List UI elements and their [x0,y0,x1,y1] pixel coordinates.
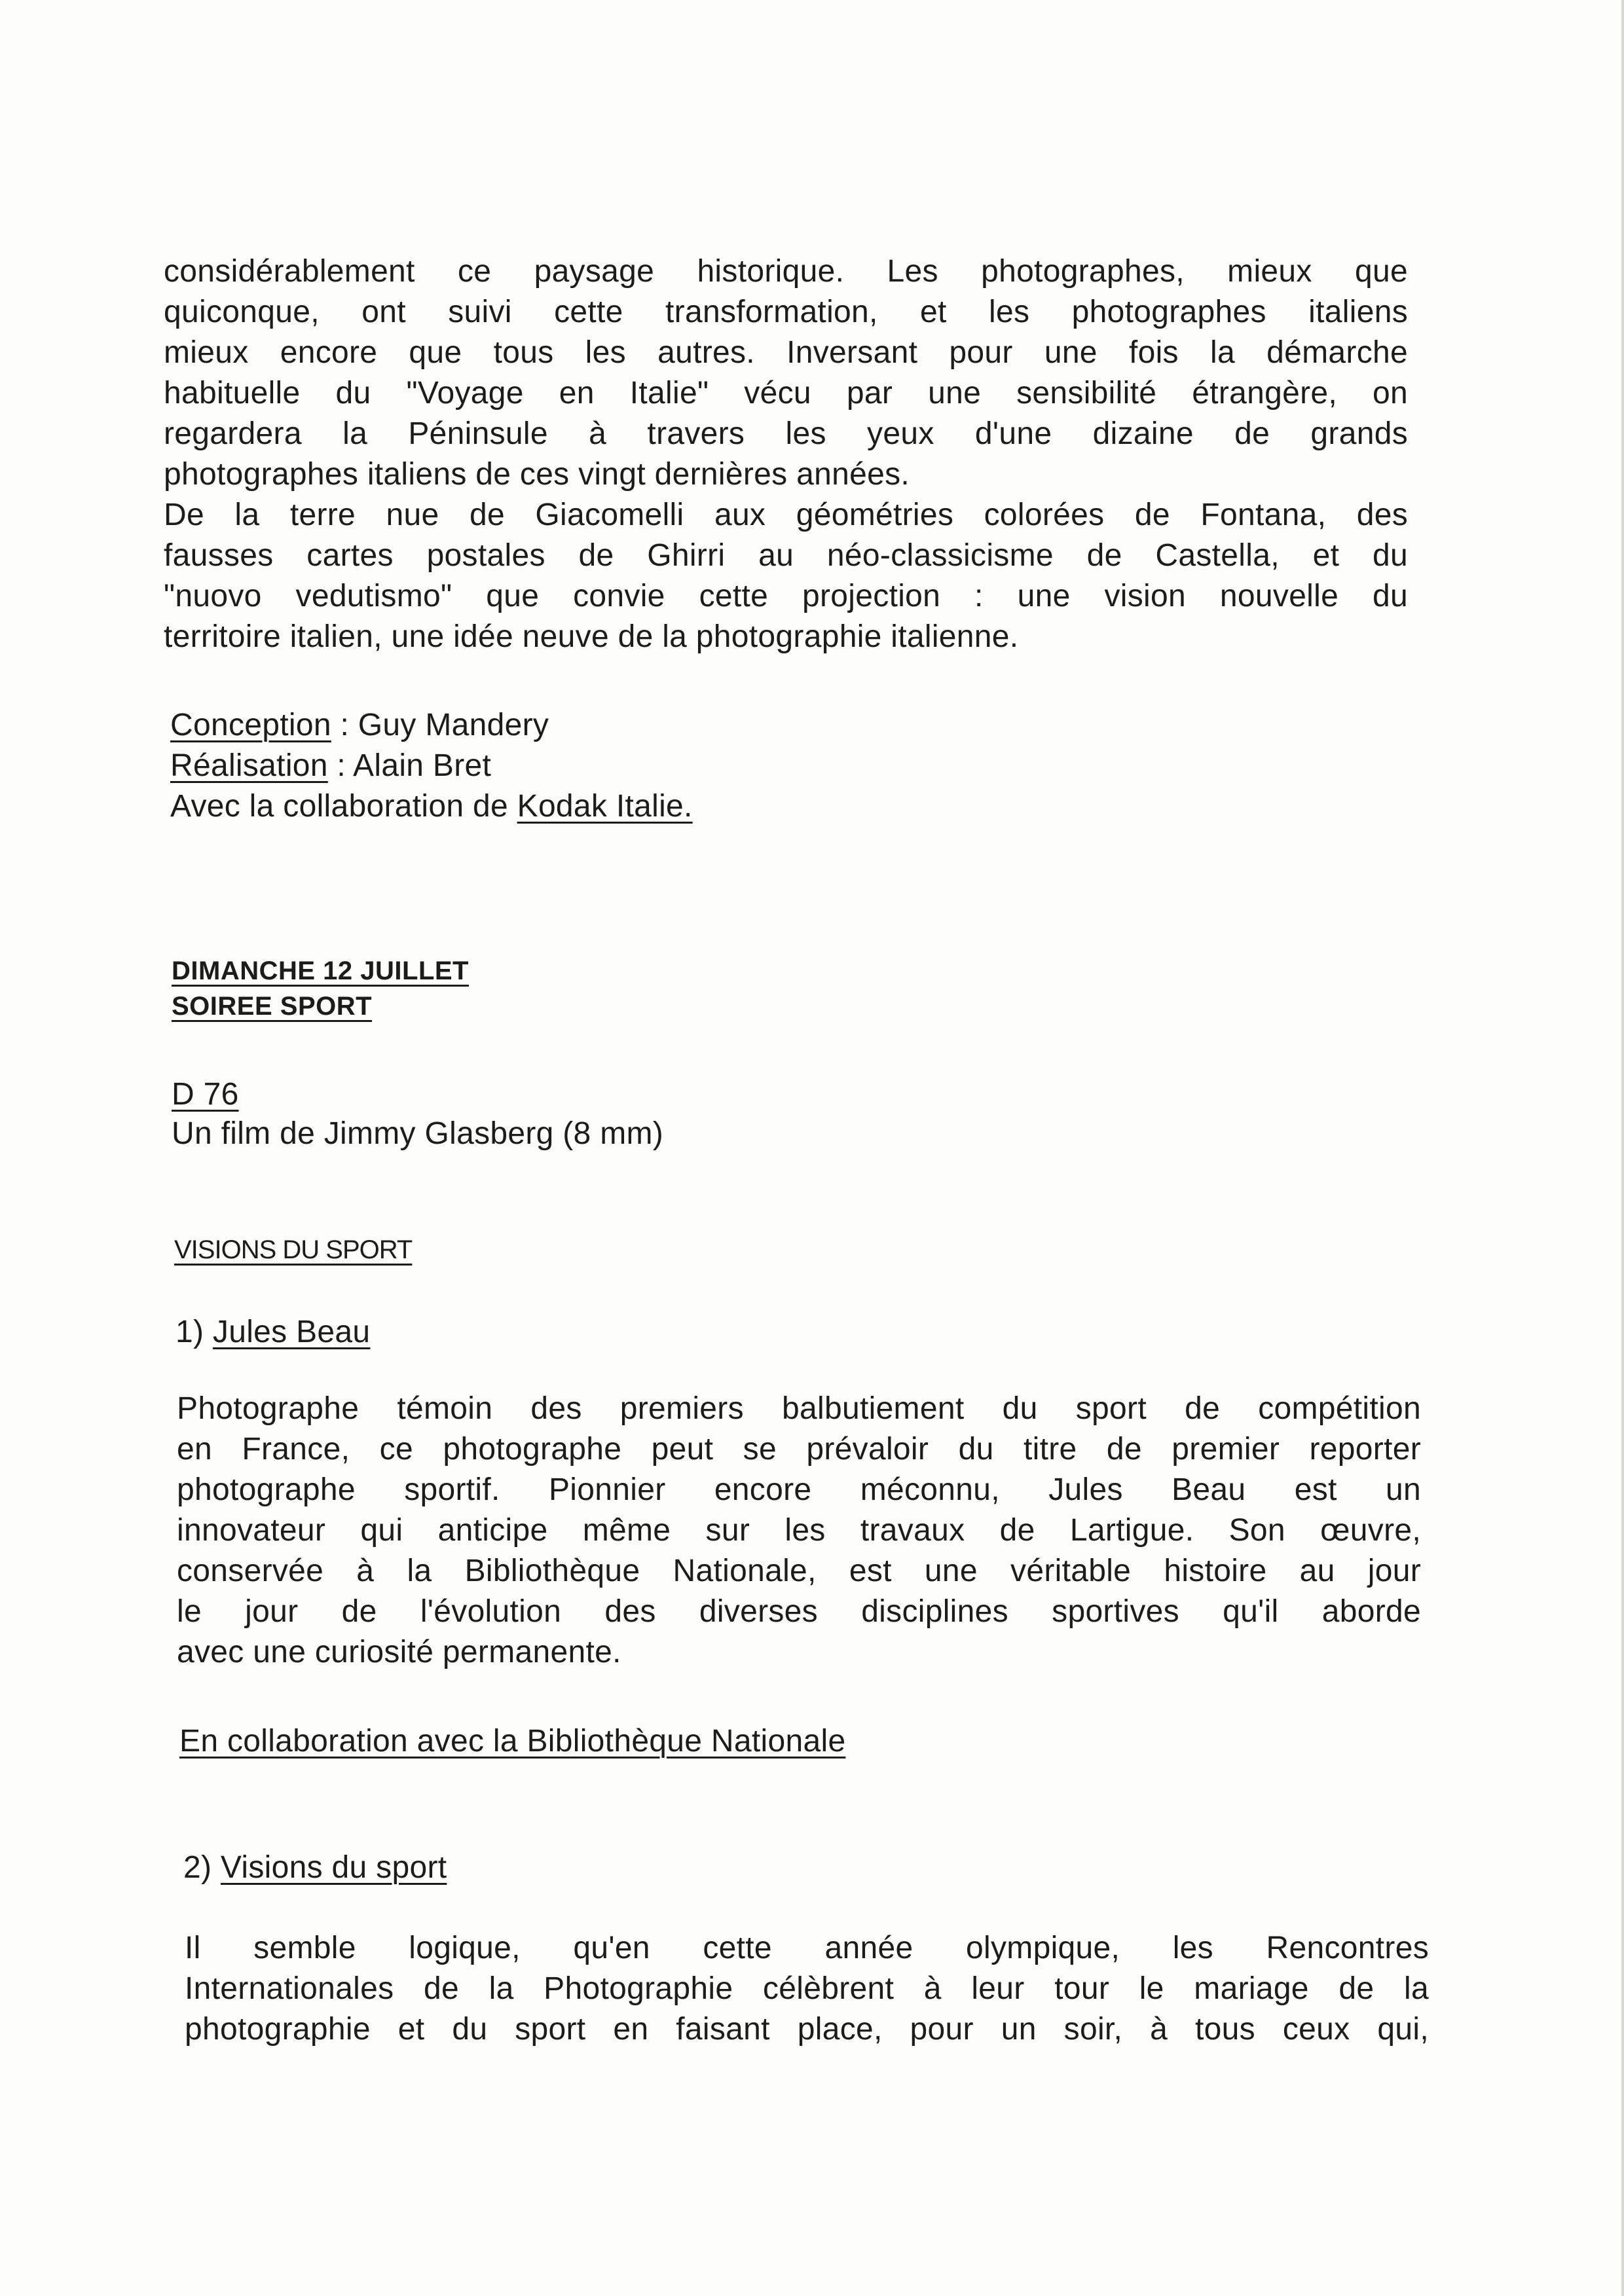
film-description: Un film de Jimmy Glasberg (8 mm) [172,1116,664,1151]
text-line: quiconque, ont suivi cette transformation, et les photographes italiens [164,295,1408,329]
text-line: habituelle du "Voyage en Italie" vécu par une sensibilité étrangère, on [164,376,1408,410]
text-line: regardera la Péninsule à travers les yeux d'une dizaine de grands [164,416,1408,451]
film-code: D 76 [172,1077,239,1112]
event-title: SOIREE SPORT [172,992,373,1021]
event-date: DIMANCHE 12 JUILLET [172,957,469,985]
credit-collaboration [170,787,693,826]
text-line: "nuovo vedutismo" que convie cette projection : une vision nouvelle du [164,579,1408,613]
page-edge [1621,0,1624,2296]
realisation-value: : Alain Bret [327,748,492,783]
text-line: photographe sportif. Pionnier encore méconnu, Jules Beau est un [177,1472,1421,1507]
credit-conception [170,706,549,745]
conception-label: Conception [170,708,331,742]
text-line: Photographe témoin des premiers balbutiement du sport de compétition [177,1391,1421,1426]
section-2-number: 2) [183,1850,221,1885]
text-line: De la terre nue de Giacomelli aux géométries colorées de Fontana, des [164,498,1408,532]
text-line: photographie et du sport en faisant place, pour un soir, à tous ceux qui, [185,2012,1429,2047]
text-line: conservée à la Bibliothèque Nationale, est une véritable histoire au jour [177,1554,1421,1588]
section-2-title: Visions du sport [220,1850,447,1885]
section-2-heading [183,1848,447,1887]
text-line: le jour de l'évolution des diverses disciplines sportives qu'il aborde [177,1594,1421,1629]
text-line: considérablement ce paysage historique. Les photographes, mieux que [164,254,1408,289]
visions-heading-text: VISIONS DU SPORT [174,1235,413,1264]
text-line: innovateur qui anticipe même sur les travaux de Lartigue. Son œuvre, [177,1513,1421,1548]
text-line: avec une curiosité permanente. [177,1635,621,1669]
text-line: Internationales de la Photographie célèbrent à leur tour le mariage de la [185,1971,1429,2006]
conception-value: : Guy Mandery [331,708,549,742]
text-line: mieux encore que tous les autres. Inversant pour une fois la démarche [164,335,1408,370]
section-1-number: 1) [175,1315,213,1349]
text-line: territoire italien, une idée neuve de la photographie italienne. [164,619,1019,654]
text-line: photographes italiens de ces vingt dernières années. [164,457,910,492]
section-1-title: Jules Beau [212,1315,371,1349]
credit-realisation [170,746,491,786]
realisation-label: Réalisation [170,748,328,783]
text-line: en France, ce photographe peut se prévaloir du titre de premier reporter [177,1432,1421,1467]
text-line: fausses cartes postales de Ghirri au néo-classicisme de Castella, et du [164,538,1408,573]
section-1-heading [175,1313,370,1352]
section-1-collab-text: En collaboration avec la Bibliothèque Nationale [179,1724,846,1758]
text-line: Il semble logique, qu'en cette année olympique, les Rencontres [185,1931,1429,1965]
collab-name: Kodak Italie. [517,789,693,824]
collab-prefix: Avec la collaboration de [170,789,517,824]
